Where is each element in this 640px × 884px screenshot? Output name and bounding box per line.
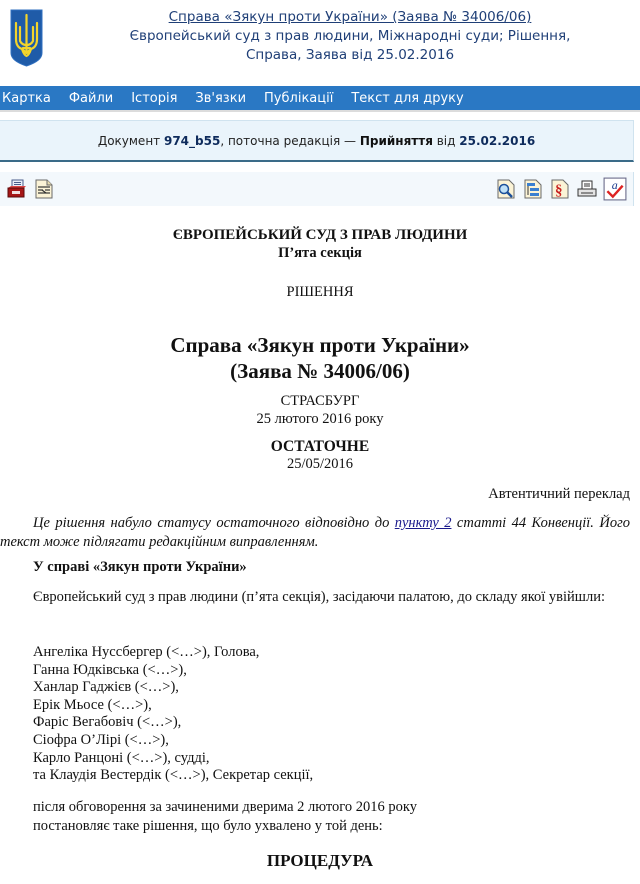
header-subtitle-line2: Справа, Заява від 25.02.2016 [245,47,455,63]
ukraine-coat-of-arms-icon [10,9,43,67]
paragraph-section-icon[interactable] [549,178,571,200]
note-part1: Це рішення набуло статусу остаточного відповідно до [33,515,395,531]
svg-text:a: a [611,178,618,192]
deliberation-line2: постановляє таке рішення, що було ухвалено у той день: [33,818,383,834]
compare-text-icon[interactable] [33,178,55,200]
judge-item: Фаріс Вегабовіч (<…>), [33,714,182,731]
final-label: ОСТАТОЧНЕ [270,438,370,455]
decision-date: 25 лютого 2016 року [256,411,384,427]
final-date: 25/05/2016 [286,456,354,472]
card-index-icon[interactable] [6,178,28,200]
note-part2: статті 44 Конвенції. Його текст може підлягати редакційним виправленням. [0,515,630,550]
search-document-icon[interactable] [495,178,517,200]
judge-item: Сіофра О’Лірі (<…>), [33,731,169,748]
judge-item: Карло Ранцоні (<…>), судді, [33,749,210,766]
info-middle: , поточна редакція — [220,133,357,148]
case-title [0,332,640,384]
revision-status: Прийняття [359,133,433,148]
case-title-line2: (Заява № 34006/06) [230,359,410,383]
spellcheck-icon[interactable] [603,177,627,201]
document-nav [0,86,640,112]
header-text [60,8,640,65]
nav-tab-links[interactable]: Зв'язки [195,90,247,106]
toolbar-right-group [495,177,627,201]
judge-item: Ханлар Гаджієв (<…>), [33,679,179,696]
judge-item: Ерік Мьосе (<…>), [33,696,152,713]
document-toolbar [0,172,634,206]
case-title-line1: Справа «Зякун проти України» [170,333,470,357]
decision-label: РІШЕННЯ [286,284,354,300]
nav-tab-publications[interactable]: Публікації [264,90,334,106]
in-case-heading: У справі «Зякун проти України» [33,559,247,575]
print-icon[interactable] [576,178,598,200]
city: СТРАСБУРГ [280,393,360,409]
authentic-translation-label: Автентичний переклад [488,486,630,502]
court-section: П’ята секція [278,245,362,261]
procedure-heading: ПРОЦЕДУРА [266,851,374,870]
info-from: від [436,133,456,148]
judges-list [33,644,313,785]
page-header [0,0,640,84]
composition-intro: Європейський суд з прав людини (п’ята секція), засідаючи палатою, до складу якої увійшли: [33,589,605,605]
finality-note [0,514,630,552]
nav-tab-print-text[interactable]: Текст для друку [351,90,464,106]
nav-tab-card[interactable]: Картка [2,90,51,106]
deliberation-text [33,798,417,836]
toolbar-left-group [6,178,55,200]
deliberation-line1: після обговорення за зачиненими дверима 2 лютого 2016 року [33,799,417,815]
nav-tab-history[interactable]: Історія [131,90,178,106]
judge-item: та Клаудія Вестердік (<…>), Секретар секції, [33,767,314,784]
judge-item: Ангеліка Нуссбергер (<…>), Голова, [33,644,260,660]
judge-item: Ганна Юдківська (<…>), [33,661,187,678]
header-subtitle-line1: Європейський суд з прав людини, Міжнародні суди; Рішення, [129,28,571,44]
article-paragraph-link[interactable]: пункту 2 [394,515,452,531]
structure-icon[interactable] [522,178,544,200]
nav-tab-files[interactable]: Файли [68,90,114,106]
svg-text:§: § [555,183,563,199]
document-title-link[interactable]: Справа «Зякун проти України» (Заява № 34006/06) [168,9,532,25]
revision-date: 25.02.2016 [459,133,536,148]
document-info-bar [0,120,634,162]
info-prefix: Документ [97,133,161,148]
document-id: 974_b55 [163,133,221,148]
court-name: ЄВРОПЕЙСЬКИЙ СУД З ПРАВ ЛЮДИНИ [172,227,468,243]
